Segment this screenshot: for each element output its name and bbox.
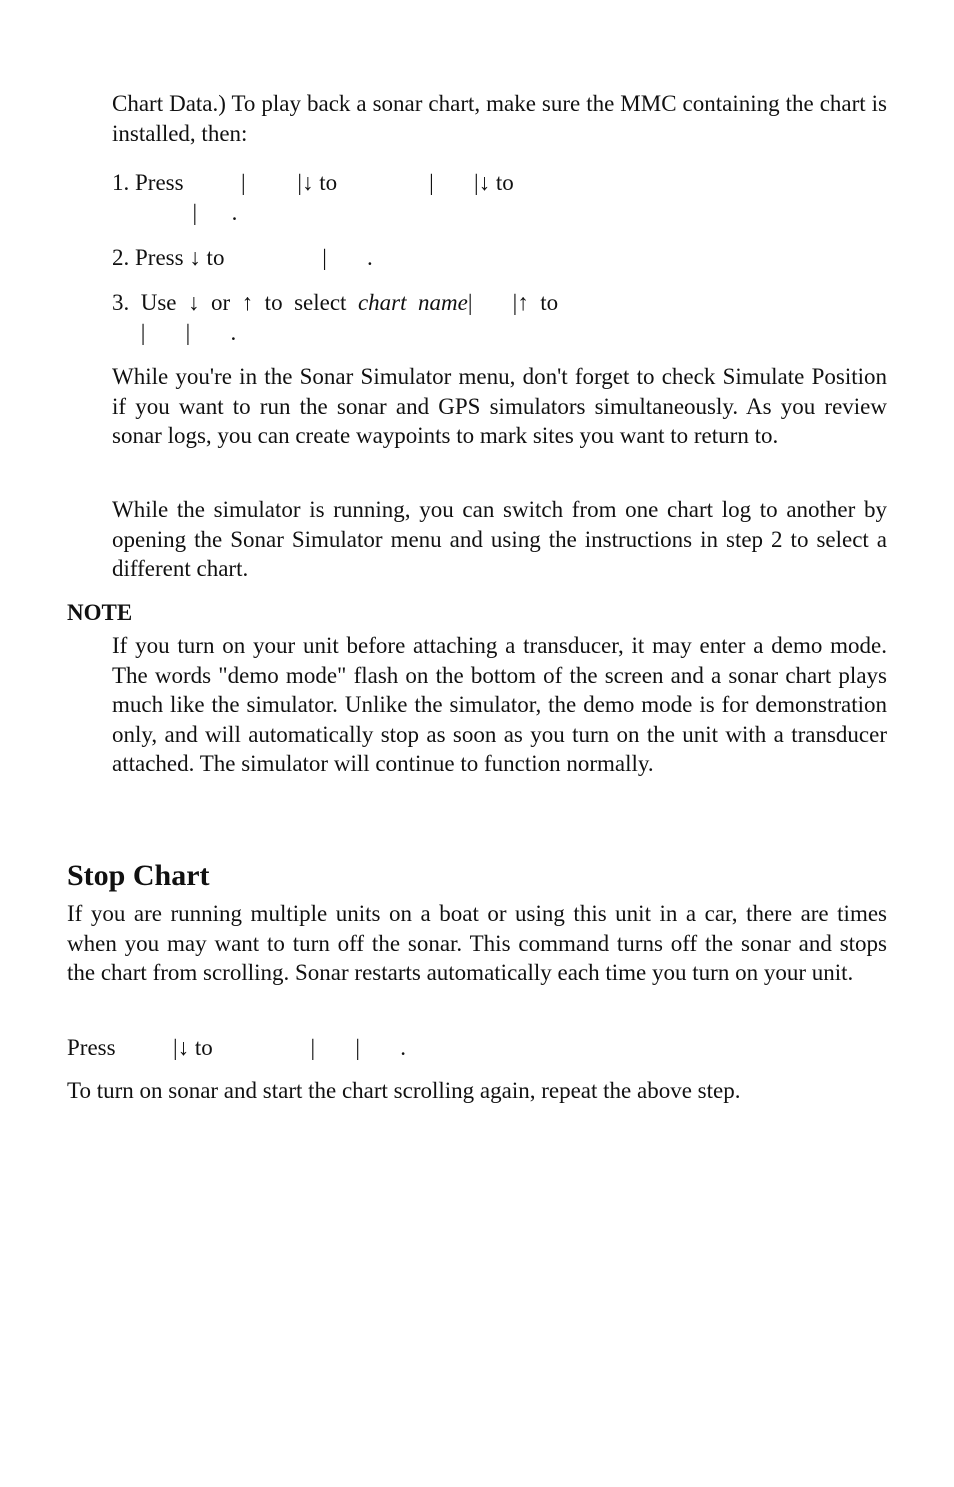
restart-sonar-paragraph: To turn on sonar and start the chart scrolling again, repeat the above step. [67,1078,741,1103]
note-paragraph: If you turn on your unit before attaching a transducer, it may enter a demo mode. The words "demo mode" flash on the bottom of the screen and a sonar chart plays much like the simulator. Unlike the simulator, the demo mode is for demonstration only, and will automatically stop as soon as you turn on the unit with a transducer attached. The simulator will continue to function normally. [112,633,887,776]
step-3-text-a: 3. Use ↓ or ↑ to select [112,290,358,315]
stop-chart-paragraph: If you are running multiple units on a boat or using this unit in a car, there are times when you may want to turn off the sonar. This command turns off the sonar and stops the chart from scrolling. Sonar restarts automatically each time you turn on your unit. [67,901,887,985]
step-1-line-1: 1. Press | |↓ to | |↓ to [112,170,514,195]
section-title: Stop Chart [67,859,210,892]
simulate-position-paragraph: While you're in the Sonar Simulator menu, don't forget to check Simulate Position if you want to run the sonar and GPS simulators simultaneously. As you review sonar logs, you can create waypoints to mark sites you want to return to. [112,364,887,448]
step-2-line-1: 2. Press ↓ to | . [112,245,373,270]
step-3-text-b: | |↑ to [467,290,559,315]
stop-chart-instruction: Press |↓ to | | . [67,1035,407,1060]
intro-paragraph: Chart Data.) To play back a sonar chart, make sure the MMC containing the chart is installed, then: [112,91,887,146]
step-1-line-2: | . [112,200,238,225]
step-3-chart-name: chart name [357,290,468,315]
note-heading: NOTE [67,600,133,625]
step-3-line-2: | | . [112,320,237,345]
switch-chart-paragraph: While the simulator is running, you can switch from one chart log to another by opening the Sonar Simulator menu and using the instructions in step 2 to select a different chart. [112,497,887,581]
step-3-line-1 [112,288,558,318]
